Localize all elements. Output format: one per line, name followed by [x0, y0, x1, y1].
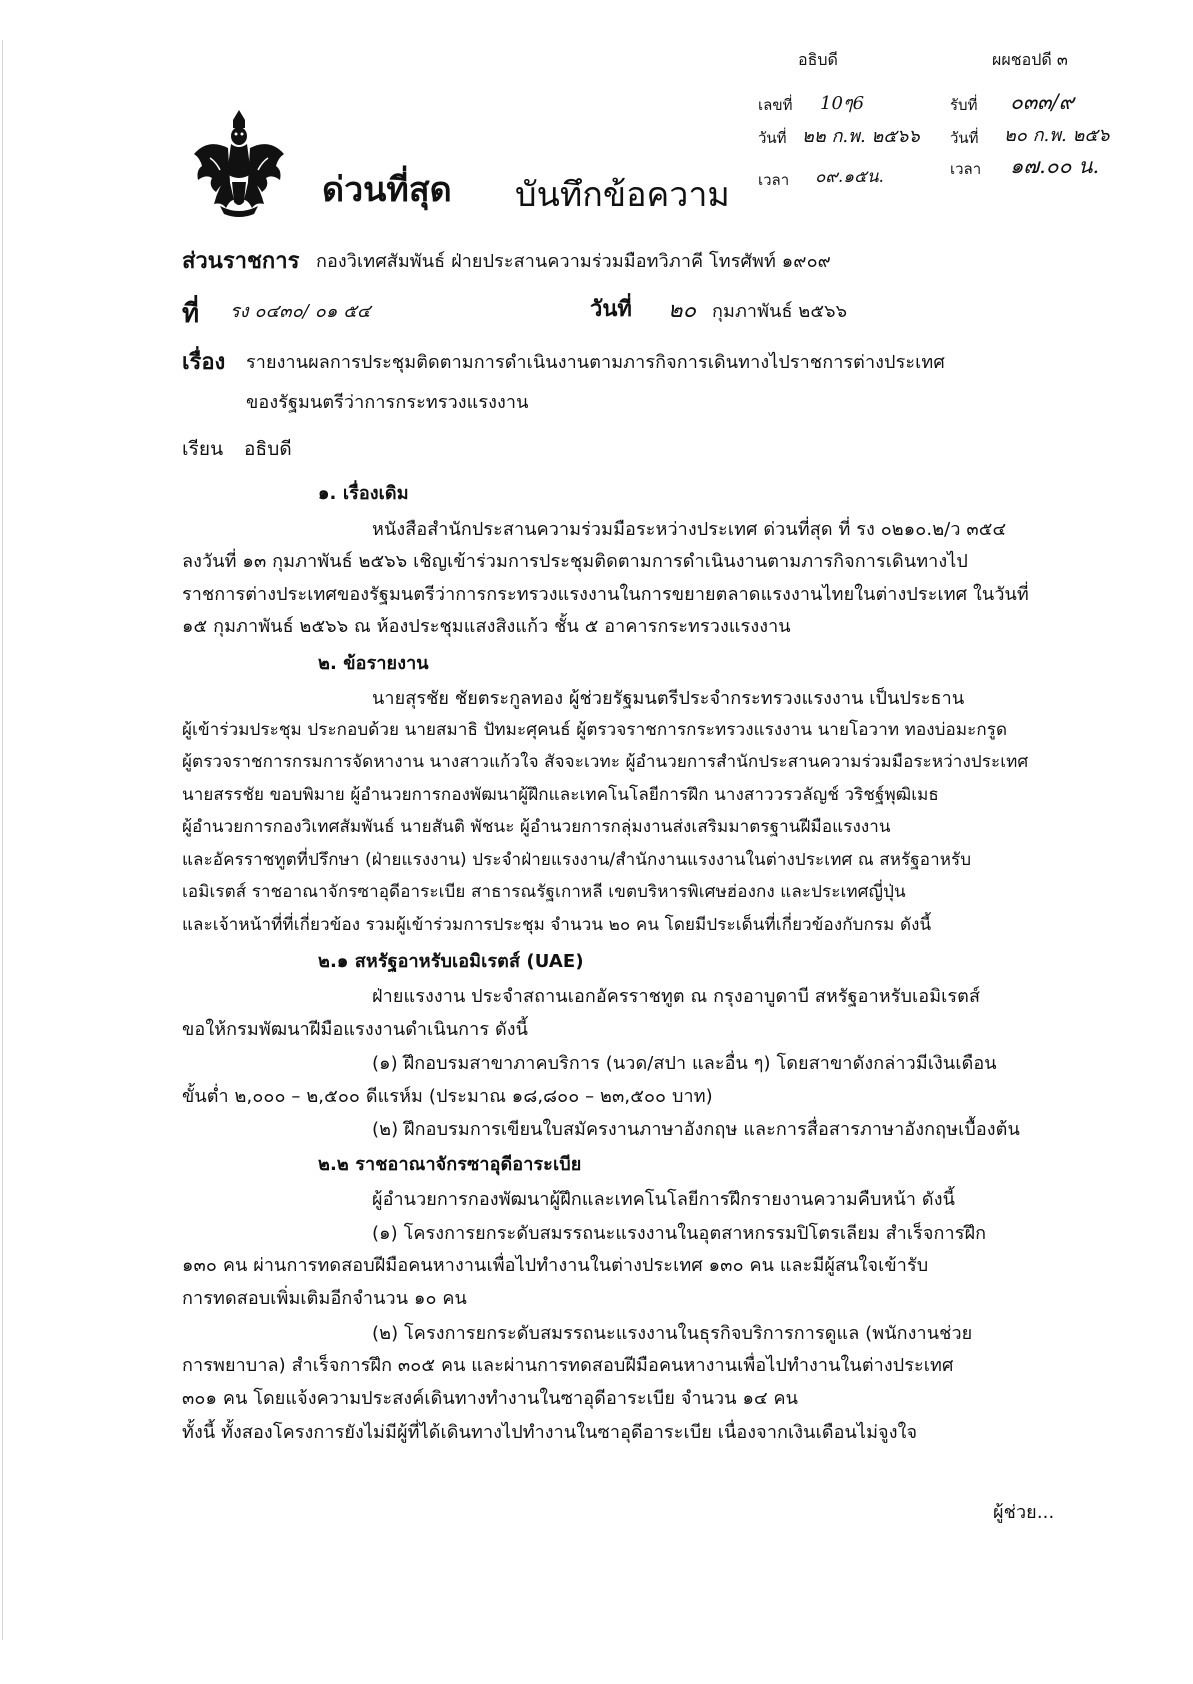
stamp-number-label: รับที่: [950, 96, 978, 114]
subsection-2-2-heading: ๒.๒ ราชอาณาจักรซาอุดีอาระเบีย: [318, 1154, 582, 1175]
subsection-2-1-line: ขอให้กรมพัฒนาฝีมือแรงงานดำเนินการ ดังนี้: [182, 1019, 529, 1040]
date-day: ๒๐: [668, 298, 697, 323]
list-item: ๓๐๑ คน โดยแจ้งความประสงค์เดินทางทำงานในซาอุดีอาระเบีย จำนวน ๑๔ คน: [182, 1388, 799, 1409]
garuda-emblem-icon: [190, 108, 288, 218]
agency-value: กองวิเทศสัมพันธ์ ฝ่ายประสานความร่วมมือทวิภาคี โทรศัพท์ ๑๙๐๙: [316, 251, 831, 272]
section-2-line: เอมิเรตส์ ราชอาณาจักรซาอุดีอาระเบีย สาธารณรัฐเกาหลี เขตบริหารพิเศษฮ่องกง และประเทศญี่ปุ่น: [182, 882, 906, 902]
subject-line-2: ของรัฐมนตรีว่าการกระทรวงแรงงาน: [246, 392, 529, 413]
reference-label: ที่: [182, 299, 200, 329]
section-2-heading: ๒. ข้อรายงาน: [318, 653, 429, 674]
stamp-time-label: เวลา: [950, 160, 982, 178]
memo-title: บันทึกข้อความ: [515, 175, 730, 215]
stamp-date-value: ๒๒ ก.พ. ๒๕๖๖: [802, 126, 920, 147]
addressee-label: เรียน: [182, 438, 224, 460]
section-1-line: หนังสือสำนักประสานความร่วมมือระหว่างประเทศ ด่วนที่สุด ที่ รง ๐๒๑๐.๒/ว ๓๕๔: [372, 519, 1007, 540]
subsection-2-2-line: ผู้อำนวยการกองพัฒนาผู้ฝึกและเทคโนโลยีการฝึกรายงานความคืบหน้า ดังนี้: [372, 1189, 956, 1210]
subject-label: เรื่อง: [182, 350, 226, 375]
reference-value: รง ๐๔๓๐/ ๐๑ ๕๔: [230, 301, 371, 322]
section-1-heading: ๑. เรื่องเดิม: [318, 483, 409, 504]
section-1-line: ๑๕ กุมภาพันธ์ ๒๕๖๖ ณ ห้องประชุมแสงสิงแก้ว ชั้น ๕ อาคารกระทรวงแรงงาน: [182, 616, 791, 637]
addressee-value: อธิบดี: [244, 438, 292, 460]
list-item: การพยาบาล) สำเร็จการฝึก ๓๐๕ คน และผ่านการทดสอบฝีมือคนหางานเพื่อไปทำงานในต่างประเทศ: [182, 1355, 954, 1376]
section-2-line: ผู้ตรวจราชการกรมการจัดหางาน นางสาวแก้วใจ สัจจะเวทะ ผู้อำนวยการสำนักประสานความร่วมมือระหว่างประเทศ: [182, 752, 1029, 772]
stamp-number-value: 10ๆ6: [820, 93, 865, 114]
stamp-title: ผผชอปดี ๓: [992, 50, 1068, 69]
stamp-time-value: ๐๙.๑๕น.: [815, 167, 884, 187]
stamp-date-label: วันที่: [950, 129, 979, 147]
list-item: ขั้นต่ำ ๒,๐๐๐ – ๒,๕๐๐ ดีแรห์ม (ประมาณ ๑๘,๘๐๐ – ๒๓,๕๐๐ บาท): [182, 1086, 713, 1107]
stamp-number-label: เลขที่: [758, 96, 793, 114]
stamp-number-value: ๐๓๓/๙: [1010, 90, 1074, 114]
section-2-line: ผู้อำนวยการกองวิเทศสัมพันธ์ นายสันติ พัชนะ ผู้อำนวยการกลุ่มงานส่งเสริมมาตรฐานฝีมือแรงงาน: [182, 817, 891, 837]
section-2-line: และเจ้าหน้าที่ที่เกี่ยวข้อง รวมผู้เข้าร่วมการประชุม จำนวน ๒๐ คน โดยมีประเด็นที่เกี่ยวข้องกับกรม ดังนี้: [182, 915, 932, 935]
list-item: (๒) ฝึกอบรมการเขียนใบสมัครงานภาษาอังกฤษ และการสื่อสารภาษาอังกฤษเบื้องต้น: [372, 1119, 1020, 1140]
section-2-line: นายสุรชัย ชัยตระกูลทอง ผู้ช่วยรัฐมนตรีประจำกระทรวงแรงงาน เป็นประธาน: [372, 688, 965, 709]
list-item: (๑) โครงการยกระดับสมรรถนะแรงงานในอุตสาหกรรมปิโตรเลียม สำเร็จการฝึก: [372, 1223, 987, 1244]
stamp-time-label: เวลา: [758, 171, 790, 189]
subsection-2-1-heading: ๒.๑ สหรัฐอาหรับเอมิเรตส์ (UAE): [318, 951, 584, 972]
continued-marker: ผู้ช่วย...: [993, 1502, 1055, 1523]
date-value: กุมภาพันธ์ ๒๕๖๖: [712, 301, 848, 322]
stamp-date-label: วันที่: [758, 129, 787, 147]
urgent-label: ด่วนที่สุด: [322, 170, 452, 210]
list-item: ๑๓๐ คน ผ่านการทดสอบฝีมือคนหางานเพื่อไปทำงานในต่างประเทศ ๑๓๐ คน และมีผู้สนใจเข้ารับ: [182, 1255, 929, 1276]
subject-line-1: รายงานผลการประชุมติดตามการดำเนินงานตามภารกิจการเดินทางไปราชการต่างประเทศ: [246, 352, 945, 373]
section-2-line: ผู้เข้าร่วมประชุม ประกอบด้วย นายสมาธิ ปัทมะศุคนธ์ ผู้ตรวจราชการกระทรวงแรงงาน นายโอวาท ทองบ่อมะกรูด: [182, 720, 1008, 740]
list-item: (๑) ฝึกอบรมสาขาภาคบริการ (นวด/สปา และอื่น ๆ) โดยสาขาดังกล่าวมีเงินเดือน: [372, 1053, 997, 1074]
stamp-title: อธิบดี: [798, 50, 838, 69]
list-item: การทดสอบเพิ่มเติมอีกจำนวน ๑๐ คน: [182, 1288, 467, 1309]
note-line: ทั้งนี้ ทั้งสองโครงการยังไม่มีผู้ที่ได้เดินทางไปทำงานในซาอุดีอาระเบีย เนื่องจากเงินเดือนไม่จูงใจ: [182, 1422, 918, 1443]
section-1-line: ลงวันที่ ๑๓ กุมภาพันธ์ ๒๕๖๖ เชิญเข้าร่วมการประชุมติดตามการดำเนินงานตามภารกิจการเดินทางไป: [182, 551, 968, 572]
subsection-2-1-line: ฝ่ายแรงงาน ประจำสถานเอกอัครราชทูต ณ กรุงอาบูดาบี สหรัฐอาหรับเอมิเรตส์: [372, 986, 981, 1007]
section-2-line: นายสรรชัย ขอบพิมาย ผู้อำนวยการกองพัฒนาผู้ฝึกและเทคโนโลยีการฝึก นางสาววรวลัญช์ วริชฐ์พุฒิเมธ: [182, 785, 939, 805]
stamp-time-value: ๑๗.๐๐ น.: [1010, 154, 1100, 178]
agency-label: ส่วนราชการ: [182, 249, 300, 274]
scan-edge-mark: [2, 40, 3, 1640]
list-item: (๒) โครงการยกระดับสมรรถนะแรงงานในธุรกิจบริการการดูแล (พนักงานช่วย: [372, 1323, 973, 1344]
date-label: วันที่: [590, 297, 632, 322]
section-1-line: ราชการต่างประเทศของรัฐมนตรีว่าการกระทรวงแรงงานในการขยายตลาดแรงงานไทยในต่างประเทศ ในวันที่: [182, 584, 1029, 605]
section-2-line: และอัครราชทูตที่ปรึกษา (ฝ่ายแรงงาน) ประจำฝ่ายแรงงาน/สำนักงานแรงงานในต่างประเทศ ณ สหรัฐอาหรับ: [182, 850, 972, 870]
stamp-date-value: ๒๐ ก.พ. ๒๕๖: [1004, 125, 1110, 146]
